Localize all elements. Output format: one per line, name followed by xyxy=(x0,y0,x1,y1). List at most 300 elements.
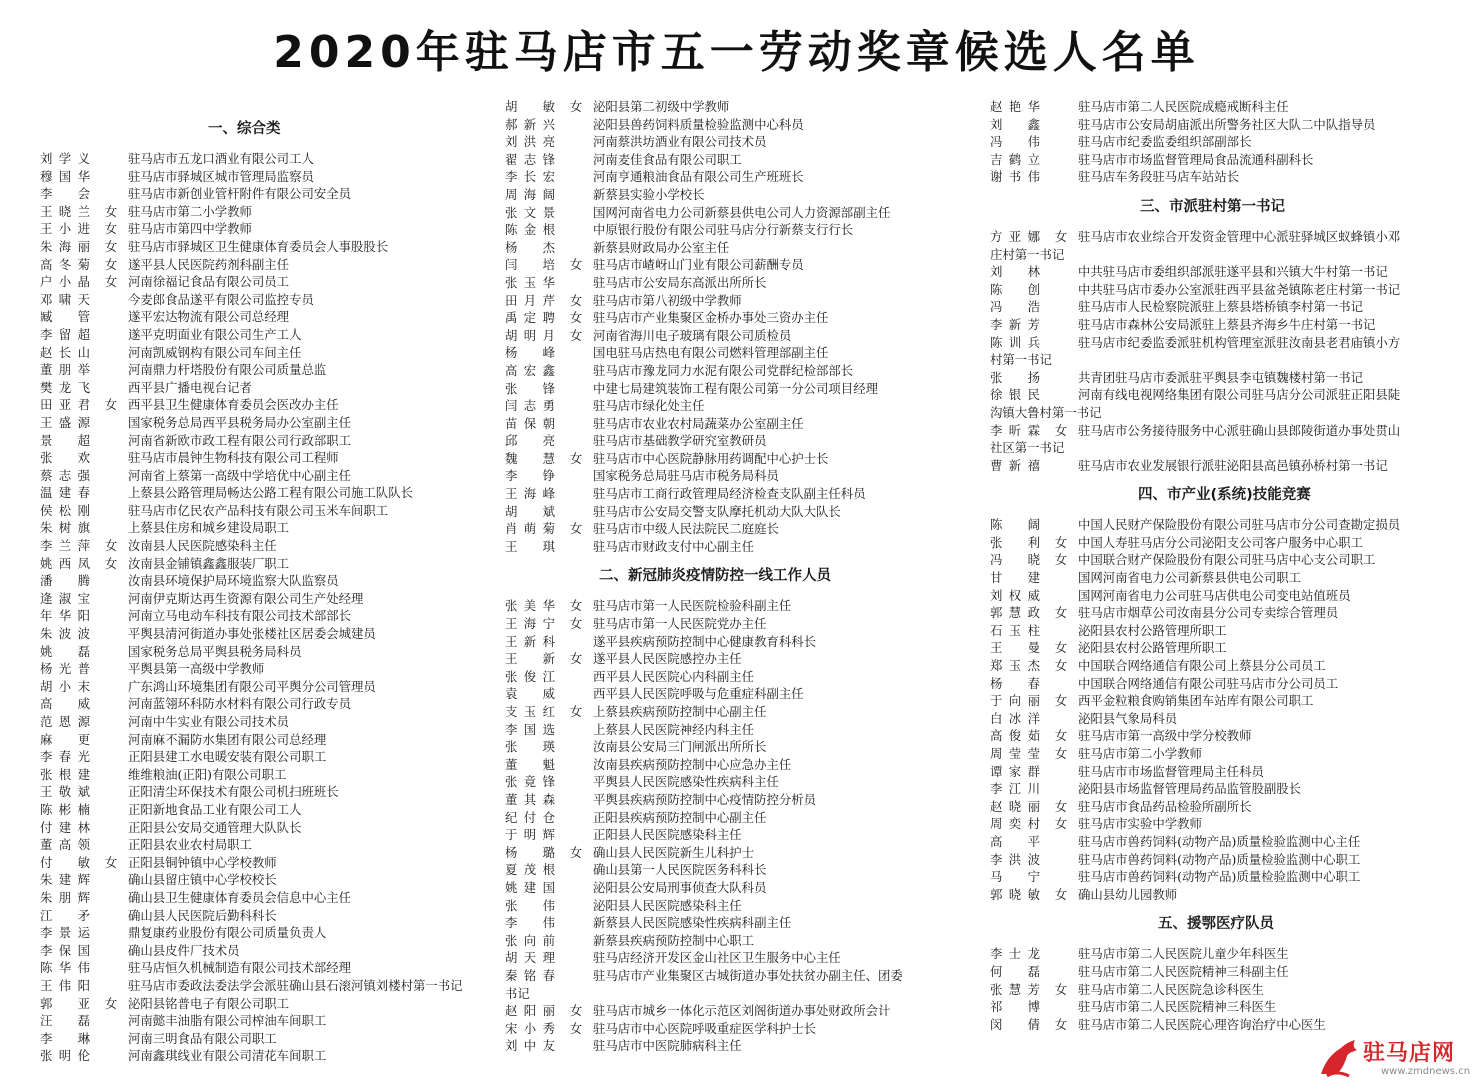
list-item xyxy=(40,273,495,291)
candidate-organization: 驻马店市产业集聚区金桥办事处三资办主任 xyxy=(593,310,829,326)
candidate-organization: 中共驻马店市委办公室派驻西平县盆尧镇陈老庄村第一书记 xyxy=(1078,281,1401,297)
list-item-continuation: 庄村第一书记 xyxy=(990,246,1065,262)
candidate-organization: 驻马店市中级人民法院民二庭庭长 xyxy=(593,521,779,537)
candidate-organization: 泌阳县公安局刑事侦查大队科员 xyxy=(593,879,767,895)
candidate-name: 麻更 xyxy=(40,731,90,747)
candidate-organization: 河南凯威钢构有限公司车间主任 xyxy=(128,344,302,360)
list-item xyxy=(40,678,495,696)
candidate-name: 吉鹤立 xyxy=(990,151,1040,167)
list-item xyxy=(505,861,975,879)
list-item xyxy=(990,151,1460,169)
candidate-gender xyxy=(94,308,128,326)
candidate-gender: 女 xyxy=(569,616,583,632)
candidate-name: 闫培 xyxy=(505,257,555,273)
candidate-name: 杨峰 xyxy=(505,345,555,361)
list-item xyxy=(990,998,1460,1016)
list-item xyxy=(505,221,975,239)
candidate-name: 李江川 xyxy=(990,781,1040,797)
candidate-organization: 国电驻马店热电有限公司燃料管理部副主任 xyxy=(593,345,829,361)
list-item xyxy=(40,924,495,942)
candidate-gender xyxy=(94,1012,128,1030)
candidate-organization: 驻马店市中心医院静脉用药调配中心护士长 xyxy=(593,450,829,466)
candidate-gender: 女 xyxy=(1054,816,1068,832)
candidate-name: 姚磊 xyxy=(40,643,90,659)
candidate-name: 杨杰 xyxy=(505,239,555,255)
list-item xyxy=(990,587,1460,605)
list-item xyxy=(505,186,975,204)
candidate-gender xyxy=(559,397,593,415)
candidate-gender xyxy=(1044,963,1078,981)
candidate-organization: 驻马店市第二小学教师 xyxy=(128,203,252,219)
candidate-organization: 河南鑫琪线业有限公司清花车间职工 xyxy=(128,1048,327,1064)
candidate-gender xyxy=(559,932,593,950)
candidate-name: 李兰萍 xyxy=(40,538,90,554)
candidate-name: 董魁 xyxy=(505,756,555,772)
candidate-organization: 河南懿丰油脂有限公司榨油车间职工 xyxy=(128,1013,327,1029)
list-item xyxy=(505,809,975,827)
candidate-gender: 女 xyxy=(104,397,118,413)
candidate-gender xyxy=(1044,369,1078,387)
candidate-organization: 正阳县公安局交通管理大队队长 xyxy=(128,819,302,835)
candidate-organization: 中国人寿驻马店分公司泌阳支公司客户服务中心职工 xyxy=(1078,534,1363,550)
candidate-organization: 驻马店市兽药饲料(动物产品)质量检验监测中心职工 xyxy=(1078,851,1361,867)
candidate-organization: 河南蓝翎环科防水材料有限公司行政专员 xyxy=(128,696,352,712)
list-item xyxy=(990,710,1460,728)
list-item xyxy=(990,457,1460,475)
candidate-gender xyxy=(94,766,128,784)
list-item xyxy=(505,738,975,756)
candidate-organization: 驻马店市驿城区城市管理局监察员 xyxy=(128,168,314,184)
section-heading: 五、援鄂医疗队员 xyxy=(1158,916,1274,933)
candidate-name: 胡明月 xyxy=(505,327,555,343)
candidate-name: 郑玉杰 xyxy=(990,658,1040,674)
list-item xyxy=(505,327,975,345)
list-item xyxy=(40,220,495,238)
candidate-gender xyxy=(559,538,593,556)
list-item xyxy=(40,871,495,889)
candidate-gender: 女 xyxy=(1054,886,1068,902)
candidate-name: 徐银民 xyxy=(990,387,1040,403)
candidate-gender xyxy=(559,738,593,756)
candidate-organization: 河南徐福记食品有限公司员工 xyxy=(128,274,290,290)
list-item xyxy=(40,783,495,801)
candidate-organization: 西平县人民医院心内科副主任 xyxy=(593,668,755,684)
candidate-gender xyxy=(1044,316,1078,334)
candidate-gender: 女 xyxy=(1054,534,1068,550)
candidate-gender: 女 xyxy=(1054,798,1068,814)
list-item xyxy=(40,168,495,186)
candidate-organization: 确山县人民医院新生儿科护士 xyxy=(593,844,755,860)
candidate-gender xyxy=(559,116,593,134)
candidate-gender xyxy=(559,809,593,827)
candidate-gender xyxy=(1044,833,1078,851)
list-item xyxy=(990,298,1460,316)
candidate-name: 杨璐 xyxy=(505,844,555,860)
candidate-gender xyxy=(559,239,593,257)
candidate-name: 秦铭春 xyxy=(505,967,555,983)
list-item-continuation: 沟镇大鲁村第一书记 xyxy=(990,404,1102,420)
candidate-organization: 正阳县疾病预防控制中心副主任 xyxy=(593,809,767,825)
candidate-organization: 驻马店市第二人民医院精神三科副主任 xyxy=(1078,963,1289,979)
candidate-gender xyxy=(559,633,593,651)
candidate-name: 李保国 xyxy=(40,942,90,958)
list-item xyxy=(990,422,1460,440)
candidate-organization: 河南蔡洪坊酒业有限公司技术员 xyxy=(593,134,767,150)
candidate-organization: 河南省新欧市政工程有限公司行政部职工 xyxy=(128,432,352,448)
list-item xyxy=(505,133,975,151)
candidate-gender xyxy=(94,185,128,203)
list-item xyxy=(40,1047,495,1065)
list-item xyxy=(505,949,975,967)
list-item xyxy=(990,675,1460,693)
candidate-name: 穆国华 xyxy=(40,168,90,184)
candidate-organization: 驻马店市公务接待服务中心派驻确山县郎陵街道办事处贯山 xyxy=(1078,422,1401,438)
list-item xyxy=(40,607,495,625)
candidate-name: 王伟阳 xyxy=(40,977,90,993)
candidate-name: 闫志勇 xyxy=(505,398,555,414)
candidate-organization: 西平县广播电视台记者 xyxy=(128,379,252,395)
candidate-organization: 西平县卫生健康体育委员会医改办主任 xyxy=(128,397,339,413)
candidate-organization: 泌阳县农村公路管理所职工 xyxy=(1078,622,1227,638)
candidate-gender xyxy=(1044,457,1078,475)
candidate-gender: 女 xyxy=(104,538,118,554)
watermark-text: 驻马店网 xyxy=(1363,1041,1456,1066)
candidate-name: 郝新兴 xyxy=(505,116,555,132)
candidate-gender xyxy=(1044,945,1078,963)
candidate-organization: 驻马店市第二人民医院心理咨询治疗中心医生 xyxy=(1078,1016,1326,1032)
candidate-name: 王新 xyxy=(505,651,555,667)
list-item-continuation: 社区第一书记 xyxy=(990,440,1065,456)
candidate-name: 郭晓敏 xyxy=(990,886,1040,902)
candidate-organization: 正阳新地食品工业有限公司工人 xyxy=(128,801,302,817)
list-item xyxy=(505,538,975,556)
candidate-organization: 正阳县人民医院感染科主任 xyxy=(593,827,742,843)
candidate-gender xyxy=(94,801,128,819)
section-heading: 四、市产业(系统)技能竞赛 xyxy=(1138,487,1311,504)
candidate-organization: 驻马店市兽药饲料(动物产品)质量检验监测中心职工 xyxy=(1078,869,1361,885)
candidate-name: 闵倩 xyxy=(990,1016,1040,1032)
candidate-name: 陈训兵 xyxy=(990,334,1040,350)
candidate-name: 王新科 xyxy=(505,633,555,649)
candidate-organization: 确山县卫生健康体育委员会信息中心主任 xyxy=(128,889,352,905)
candidate-gender: 女 xyxy=(104,256,118,272)
list-item xyxy=(505,503,975,521)
candidate-gender xyxy=(94,907,128,925)
candidate-organization: 平舆县人民医院感染性疾病科主任 xyxy=(593,774,779,790)
candidate-organization: 驻马店市公安局东高派出所所长 xyxy=(593,274,767,290)
candidate-organization: 新蔡县实验小学校长 xyxy=(593,186,705,202)
candidate-gender xyxy=(94,449,128,467)
candidate-gender xyxy=(94,344,128,362)
list-item xyxy=(40,502,495,520)
candidate-name: 于明辉 xyxy=(505,827,555,843)
candidate-organization: 上蔡县住房和城乡建设局职工 xyxy=(128,520,290,536)
candidate-name: 李洪波 xyxy=(990,851,1040,867)
candidate-organization: 驻马店市新创业管杆附件有限公司安全员 xyxy=(128,186,352,202)
candidate-gender xyxy=(559,1037,593,1055)
list-item xyxy=(990,727,1460,745)
list-item xyxy=(990,604,1460,622)
candidate-organization: 驻马店市兽药饲料(动物产品)质量检验监测中心主任 xyxy=(1078,833,1361,849)
candidate-gender xyxy=(559,503,593,521)
candidate-gender: 女 xyxy=(569,1003,583,1019)
candidate-organization: 驻马店市第一人民医院党办主任 xyxy=(593,616,767,632)
candidate-name: 姚建国 xyxy=(505,879,555,895)
list-item xyxy=(505,380,975,398)
list-item xyxy=(40,660,495,678)
candidate-gender xyxy=(559,168,593,186)
candidate-name: 曹新禧 xyxy=(990,457,1040,473)
candidate-organization: 平舆县疾病预防控制中心疫情防控分析员 xyxy=(593,791,817,807)
candidate-gender: 女 xyxy=(569,310,583,326)
list-item xyxy=(40,695,495,713)
candidate-gender xyxy=(1044,516,1078,534)
candidate-gender xyxy=(559,897,593,915)
candidate-organization: 驻马店市中医院肺病科主任 xyxy=(593,1038,742,1054)
candidate-name: 祁博 xyxy=(990,999,1040,1015)
list-item xyxy=(505,467,975,485)
candidate-gender xyxy=(94,291,128,309)
candidate-gender xyxy=(559,791,593,809)
candidate-name: 李铮 xyxy=(505,468,555,484)
list-item xyxy=(505,703,975,721)
candidate-organization: 遂平县疾病预防控制中心健康教育科科长 xyxy=(593,633,817,649)
list-item xyxy=(990,657,1460,675)
list-item xyxy=(40,185,495,203)
candidate-organization: 遂平县人民医院感控办主任 xyxy=(593,651,742,667)
list-item xyxy=(40,537,495,555)
list-item xyxy=(990,639,1460,657)
candidate-organization: 平舆县第一高级中学教师 xyxy=(128,661,265,677)
list-item xyxy=(990,369,1460,387)
list-item xyxy=(990,886,1460,904)
candidate-gender: 女 xyxy=(569,844,583,860)
candidate-name: 李景运 xyxy=(40,925,90,941)
candidate-organization: 确山县留庄镇中心学校校长 xyxy=(128,872,277,888)
list-item xyxy=(990,981,1460,999)
candidate-organization: 驻马店市第四中学教师 xyxy=(128,221,252,237)
candidate-organization: 今麦郎食品遂平有限公司监控专员 xyxy=(128,291,314,307)
candidate-gender: 女 xyxy=(1054,728,1068,744)
candidate-gender xyxy=(559,274,593,292)
candidate-organization: 遂平宏达物流有限公司总经理 xyxy=(128,309,290,325)
candidate-organization: 驻马店市实验中学教师 xyxy=(1078,816,1202,832)
candidate-organization: 驻马店市农业发展银行派驻泌阳县高邑镇孙桥村第一书记 xyxy=(1078,457,1388,473)
candidate-organization: 驻马店市食品药品检验所副所长 xyxy=(1078,798,1252,814)
section-heading: 一、综合类 xyxy=(208,121,281,137)
candidate-gender: 女 xyxy=(104,555,118,571)
candidate-organization: 驻马店市第一人民医院检验科副主任 xyxy=(593,598,792,614)
candidate-gender xyxy=(559,826,593,844)
list-item xyxy=(505,844,975,862)
list-item xyxy=(505,791,975,809)
list-item xyxy=(40,414,495,432)
candidate-organization: 确山县幼儿园教师 xyxy=(1078,886,1178,902)
candidate-organization: 河南立马电动车科技有限公司技术部部长 xyxy=(128,608,352,624)
candidate-name: 江矛 xyxy=(40,907,90,923)
candidate-name: 刘中友 xyxy=(505,1038,555,1054)
candidate-name: 甘建 xyxy=(990,570,1040,586)
candidate-name: 刘洪亮 xyxy=(505,134,555,150)
candidate-gender xyxy=(1044,622,1078,640)
candidate-name: 袁威 xyxy=(505,686,555,702)
candidate-gender xyxy=(559,685,593,703)
candidate-name: 张欢 xyxy=(40,450,90,466)
candidate-gender xyxy=(94,889,128,907)
candidate-gender xyxy=(94,924,128,942)
candidate-organization: 驻马店市纪委监委派驻机构管理室派驻汝南县老君庙镇小方 xyxy=(1078,334,1401,350)
candidate-name: 冯浩 xyxy=(990,299,1040,315)
candidate-gender xyxy=(94,713,128,731)
candidate-organization: 中国联合网络通信有限公司驻马店市分公司员工 xyxy=(1078,675,1339,691)
candidate-organization: 驻马店市纪委监委组织部副部长 xyxy=(1078,134,1252,150)
candidate-gender xyxy=(94,942,128,960)
candidate-name: 王晓兰 xyxy=(40,203,90,219)
candidate-gender xyxy=(94,432,128,450)
candidate-organization: 驻马店市工商行政管理局经济检查支队副主任科员 xyxy=(593,486,866,502)
list-item xyxy=(40,1030,495,1048)
candidate-name: 姚西凤 xyxy=(40,555,90,571)
horse-logo-icon xyxy=(1315,1034,1363,1082)
candidate-gender: 女 xyxy=(569,651,583,667)
list-item xyxy=(40,625,495,643)
candidate-name: 高宏鑫 xyxy=(505,362,555,378)
candidate-name: 逄淑宝 xyxy=(40,590,90,606)
candidate-name: 冯伟 xyxy=(990,134,1040,150)
list-item xyxy=(990,133,1460,151)
candidate-gender xyxy=(94,607,128,625)
candidate-name: 李新芳 xyxy=(990,316,1040,332)
list-item xyxy=(505,756,975,774)
candidate-gender xyxy=(559,380,593,398)
candidate-name: 付建林 xyxy=(40,819,90,835)
candidate-gender xyxy=(559,467,593,485)
candidate-name: 董高领 xyxy=(40,837,90,853)
candidate-name: 高冬菊 xyxy=(40,256,90,272)
candidate-organization: 驻马店市第二小学教师 xyxy=(1078,746,1202,761)
candidate-organization: 驻马店市农业农村局蔬菜办公室副主任 xyxy=(593,415,804,431)
candidate-gender xyxy=(94,783,128,801)
candidate-name: 马宁 xyxy=(990,869,1040,885)
candidate-organization: 驻马店市第八初级中学教师 xyxy=(593,292,742,308)
candidate-gender xyxy=(1044,168,1078,186)
candidate-name: 董其森 xyxy=(505,791,555,807)
candidate-name: 张扬 xyxy=(990,369,1040,385)
watermark-url: www.zmdnews.cn xyxy=(1381,1066,1471,1077)
candidate-organization: 泌阳县人民医院感染科主任 xyxy=(593,897,742,913)
list-item xyxy=(40,995,495,1013)
candidate-name: 胡斌 xyxy=(505,503,555,519)
list-item xyxy=(505,397,975,415)
candidate-organization: 驻马店市第一高级中学分校教师 xyxy=(1078,728,1252,744)
candidate-gender: 女 xyxy=(1054,746,1068,761)
candidate-organization: 河南鼎力杆塔股份有限公司质量总监 xyxy=(128,362,327,378)
candidate-organization: 驻马店市晨钟生物科技有限公司工程师 xyxy=(128,450,339,466)
candidate-gender xyxy=(94,168,128,186)
candidate-gender xyxy=(94,678,128,696)
candidate-name: 李长宏 xyxy=(505,169,555,185)
candidate-gender xyxy=(1044,710,1078,728)
candidate-gender: 女 xyxy=(1054,693,1068,709)
candidate-gender xyxy=(94,695,128,713)
candidate-organization: 正阳县铜钟镇中心学校教师 xyxy=(128,854,277,870)
candidate-gender: 女 xyxy=(569,1020,583,1036)
candidate-organization: 驻马店市第二人民医院成瘾戒断科主任 xyxy=(1078,99,1289,114)
candidate-organization: 新蔡县人民医院感染性疾病科副主任 xyxy=(593,915,792,931)
candidate-gender xyxy=(559,914,593,932)
candidate-gender xyxy=(94,467,128,485)
candidate-gender: 女 xyxy=(104,995,118,1011)
list-item xyxy=(990,945,1460,963)
list-item xyxy=(990,168,1460,186)
candidate-organization: 国网河南省电力公司新蔡县供电公司职工 xyxy=(1078,570,1302,586)
candidate-organization: 驻马店市市场监督管理局食品流通科副科长 xyxy=(1078,151,1314,167)
candidate-gender xyxy=(94,379,128,397)
list-item xyxy=(40,344,495,362)
candidate-name: 王琪 xyxy=(505,538,555,554)
candidate-organization: 汝南县疾病预防控制中心应急办主任 xyxy=(593,756,792,772)
list-item xyxy=(990,833,1460,851)
candidate-name: 谢书伟 xyxy=(990,169,1040,185)
list-item xyxy=(505,1037,975,1055)
candidate-name: 赵晓丽 xyxy=(990,798,1040,814)
candidate-name: 杨光普 xyxy=(40,661,90,677)
candidate-organization: 西平县人民医院呼吸与危重症科副主任 xyxy=(593,686,804,702)
candidate-name: 王小进 xyxy=(40,221,90,237)
candidate-gender: 女 xyxy=(569,598,583,614)
candidate-name: 张锋 xyxy=(505,380,555,396)
candidate-name: 樊龙飞 xyxy=(40,379,90,395)
candidate-name: 李伟 xyxy=(505,915,555,931)
list-column-1 xyxy=(40,98,495,1065)
candidate-name: 蔡志强 xyxy=(40,467,90,483)
candidate-name: 朱波波 xyxy=(40,626,90,642)
list-item xyxy=(40,1012,495,1030)
candidate-organization: 河南中牛实业有限公司技术员 xyxy=(128,714,290,729)
candidate-organization: 驻马店市第二人民医院急诊科医生 xyxy=(1078,981,1264,997)
candidate-name: 张根建 xyxy=(40,766,90,782)
candidate-organization: 驻马店车务段驻马店车站站长 xyxy=(1078,169,1240,185)
candidate-name: 方亚娜 xyxy=(990,228,1040,244)
list-item xyxy=(505,168,975,186)
candidate-gender: 女 xyxy=(1054,1016,1068,1032)
candidate-name: 朱朋辉 xyxy=(40,889,90,905)
candidate-gender xyxy=(559,221,593,239)
candidate-gender xyxy=(559,485,593,503)
candidate-name: 石玉柱 xyxy=(990,622,1040,638)
list-item xyxy=(990,851,1460,869)
list-item xyxy=(990,98,1460,116)
candidate-gender xyxy=(1044,763,1078,781)
candidate-gender: 女 xyxy=(1054,422,1068,438)
candidate-gender xyxy=(559,721,593,739)
candidate-name: 户小晶 xyxy=(40,274,90,290)
list-item xyxy=(40,326,495,344)
candidate-name: 夏茂根 xyxy=(505,862,555,878)
candidate-name: 张明伦 xyxy=(40,1048,90,1064)
candidate-gender xyxy=(94,625,128,643)
candidate-gender: 女 xyxy=(104,238,118,254)
candidate-gender xyxy=(1044,851,1078,869)
candidate-name: 李琳 xyxy=(40,1030,90,1046)
candidate-name: 温建春 xyxy=(40,485,90,501)
candidate-gender xyxy=(559,861,593,879)
candidate-gender xyxy=(559,415,593,433)
candidate-organization: 驻马店市农业综合开发资金管理中心派驻驿城区蚁蜂镇小邓 xyxy=(1078,228,1401,244)
candidate-organization: 河南麦佳食品有限公司职工 xyxy=(593,151,742,167)
candidate-organization: 驻马店市公安局胡庙派出所警务社区大队二中队指导员 xyxy=(1078,116,1376,132)
candidate-gender xyxy=(559,773,593,791)
